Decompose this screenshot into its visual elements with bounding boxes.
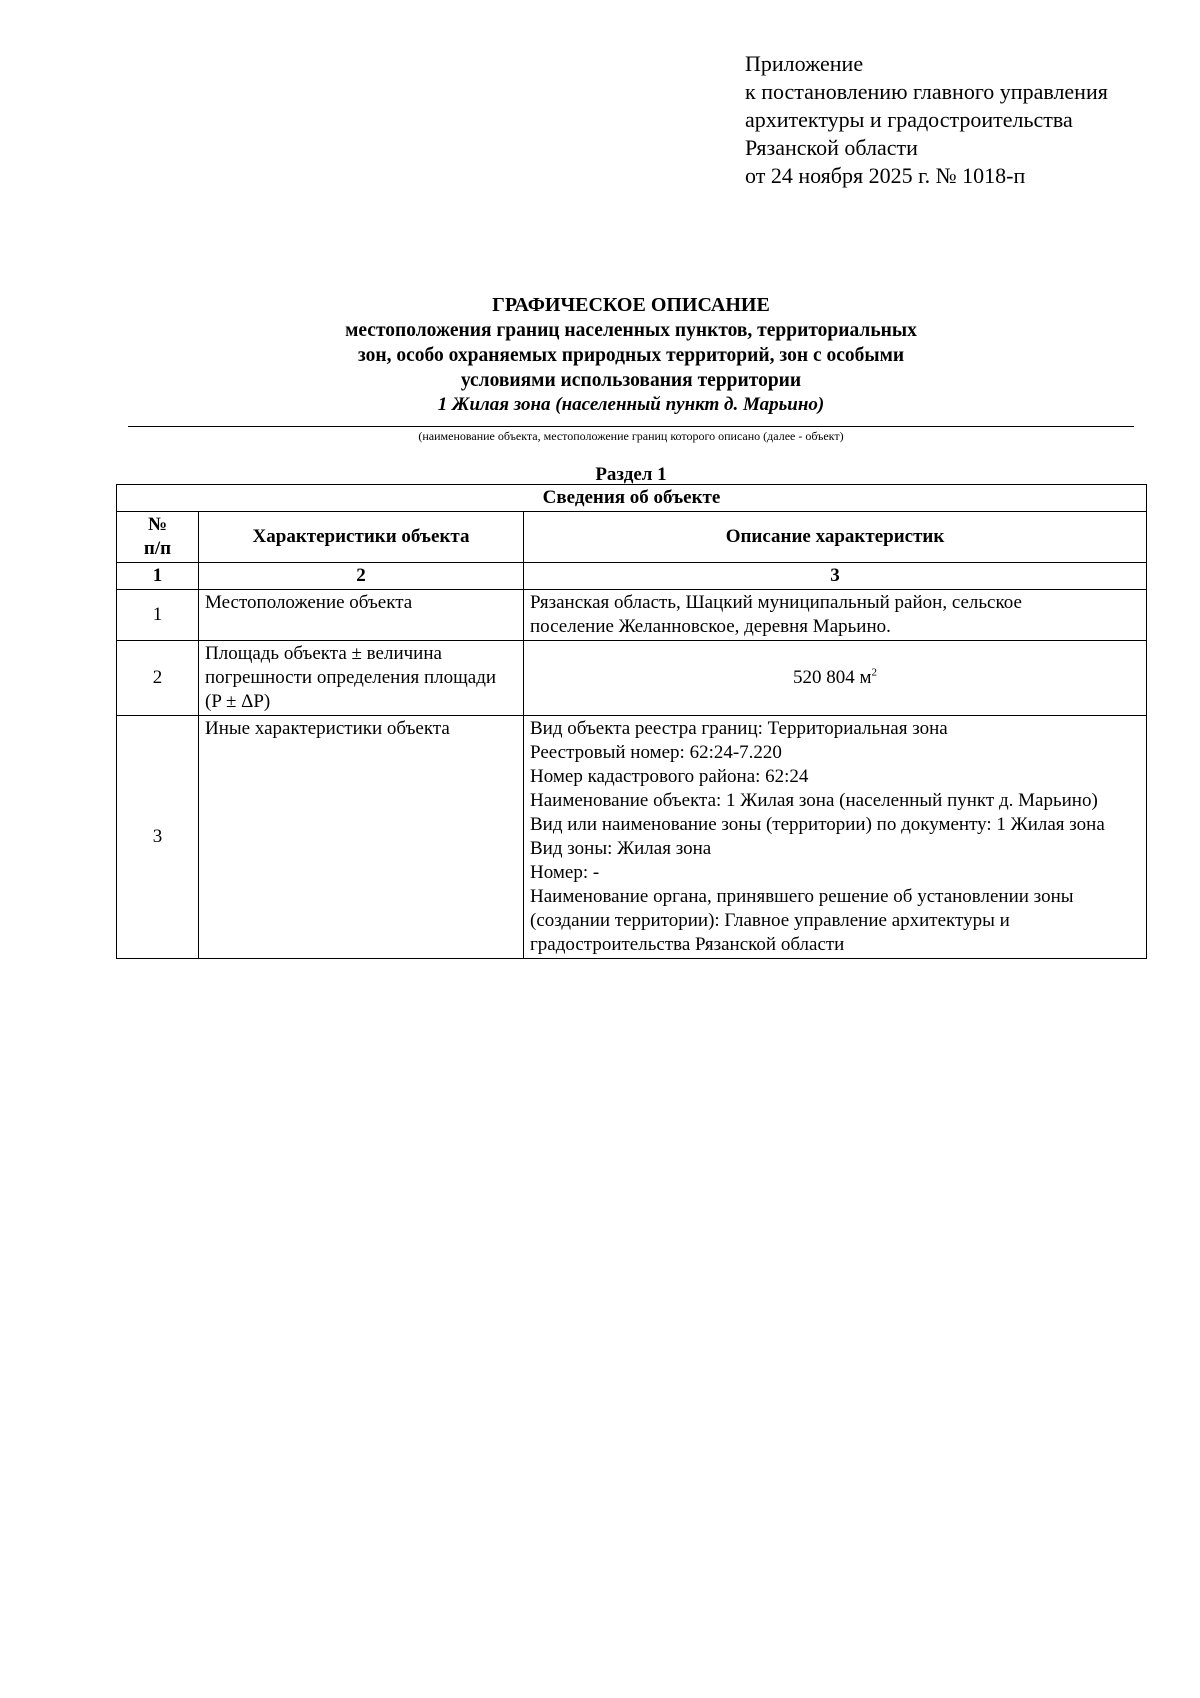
column-number: 3 bbox=[524, 563, 1147, 590]
table-row bbox=[117, 641, 1147, 716]
table-caption-row bbox=[117, 485, 1147, 512]
appendix-line: Приложение bbox=[745, 51, 864, 76]
object-name: 1 Жилая зона (населенный пункт д. Марьино) bbox=[437, 394, 825, 415]
document-title: ГРАФИЧЕСКОЕ ОПИСАНИЕ bbox=[492, 294, 770, 316]
section-title: Раздел 1 bbox=[595, 464, 667, 485]
area-value: 520 804 $м^2$ bbox=[524, 641, 1147, 716]
appendix-line: архитектуры и градостроительства bbox=[745, 107, 1073, 132]
column-number: 2 bbox=[199, 563, 524, 590]
document-heading bbox=[128, 292, 1134, 417]
row-description: Вид объекта реестра границ: Территориальная зона Реестровый номер: 62:24-7.220 Номер кадастрового района: 62:24 Наименование объекта: 1 Жилая зона (населенный пункт д. Марьино) Вид или наименование зоны (территории) по документу: 1 Жилая зона Вид зоны: Жилая зона Номер: - Наименование органа, принявшего решение об установлении зоны (создании территории): Главное управление архитектуры и градостроительства Рязанской области bbox=[524, 716, 1147, 959]
column-header-description: Описание характеристик bbox=[524, 512, 1147, 563]
row-characteristic: Иные характеристики объекта bbox=[199, 716, 524, 959]
row-characteristic: Площадь объекта ± величина погрешности определения площади (P ± ΔP) bbox=[199, 641, 524, 716]
row-description: Рязанская область, Шацкий муниципальный район, сельское поселение Желанновское, деревня Марьино. bbox=[524, 590, 1147, 641]
column-number: 1 bbox=[117, 563, 199, 590]
row-number: 1 bbox=[117, 590, 199, 641]
appendix-line: Рязанской области bbox=[745, 135, 918, 160]
appendix-date: от 24 ноября 2025 г. № 1018-п bbox=[745, 163, 1026, 188]
table-caption: Сведения об объекте bbox=[117, 485, 1147, 512]
column-header-characteristics: Характеристики объекта bbox=[199, 512, 524, 563]
subtitle-line: зон, особо охраняемых природных территорий, зон с особыми bbox=[357, 345, 905, 366]
table-header-row bbox=[117, 512, 1147, 563]
divider bbox=[128, 426, 1134, 427]
appendix-line: к постановлению главного управления bbox=[745, 79, 1108, 104]
subtitle-line: местоположения границ населенных пунктов, территориальных bbox=[345, 320, 917, 341]
subtitle-line: условиями использования территории bbox=[460, 370, 802, 391]
area-unit-superscript: 2 bbox=[871, 666, 878, 679]
column-header-no: № п/п bbox=[117, 512, 199, 563]
appendix-block bbox=[745, 50, 1175, 190]
row-number: 3 bbox=[117, 716, 199, 959]
object-note: (наименование объекта, местоположение границ которого описано (далее - объект) bbox=[418, 429, 844, 443]
table-row bbox=[117, 590, 1147, 641]
row-number: 2 bbox=[117, 641, 199, 716]
column-number-row bbox=[117, 563, 1147, 590]
row-characteristic: Местоположение объекта bbox=[199, 590, 524, 641]
object-info-table bbox=[116, 484, 1147, 959]
table-row bbox=[117, 716, 1147, 959]
